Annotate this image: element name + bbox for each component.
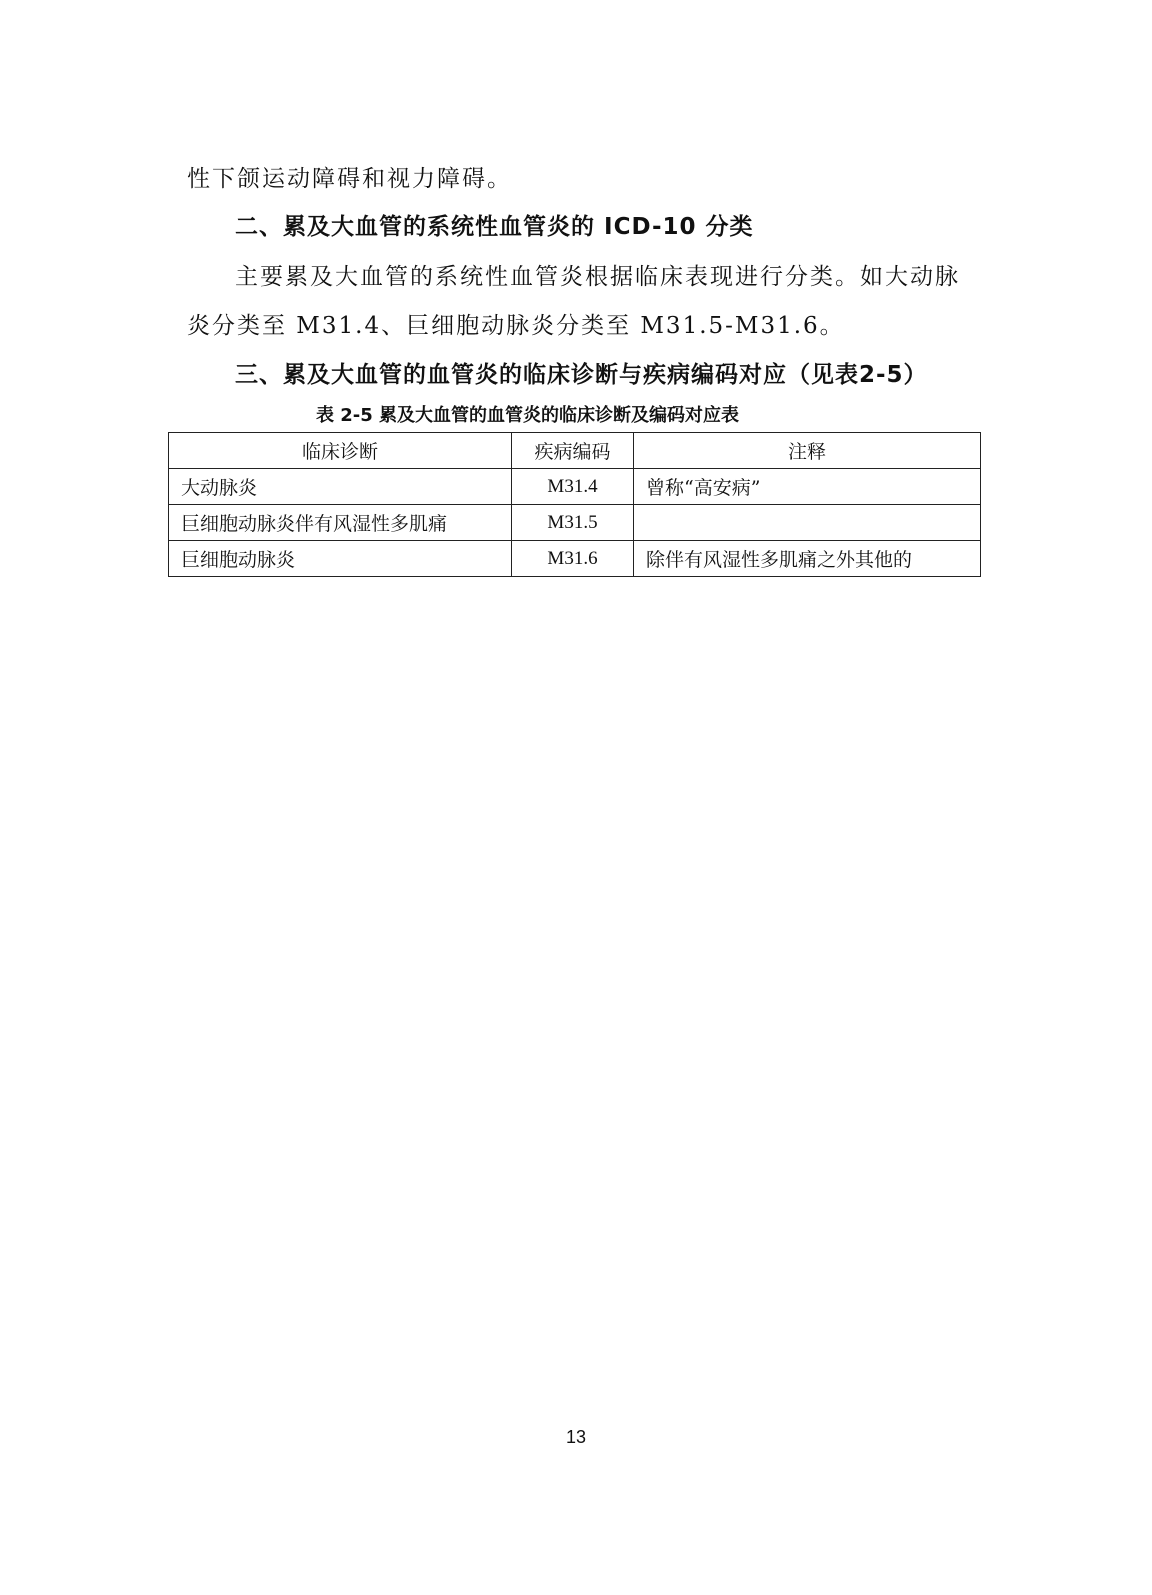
diagnosis-code-table (168, 432, 981, 577)
section-heading: 三、累及大血管的血管炎的临床诊断与疾病编码对应（见表2-5） (235, 362, 928, 388)
note-cell: 除伴有风湿性多肌痛之外其他的 (634, 541, 981, 577)
table-row (169, 541, 981, 577)
diagnosis-cell: 巨细胞动脉炎 (169, 541, 512, 577)
table-header-row (169, 433, 981, 469)
column-header: 临床诊断 (169, 433, 512, 469)
paragraph-line: 性下颌运动障碍和视力障碍。 (187, 166, 512, 192)
table-row (169, 505, 981, 541)
code-cell: M31.6 (512, 541, 634, 577)
note-cell: 曾称“高安病” (634, 469, 981, 505)
column-header: 注释 (634, 433, 981, 469)
page-number: 13 (565, 1427, 587, 1447)
diagnosis-cell: 大动脉炎 (169, 469, 512, 505)
table-row (169, 469, 981, 505)
table-caption: 表 2-5 累及大血管的血管炎的临床诊断及编码对应表 (316, 405, 740, 426)
paragraph-line: 主要累及大血管的系统性血管炎根据临床表现进行分类。如大动脉 (235, 264, 960, 290)
paragraph-line: 炎分类至 M31.4、巨细胞动脉炎分类至 M31.5-M31.6。 (187, 313, 845, 339)
section-heading: 二、累及大血管的系统性血管炎的 ICD-10 分类 (235, 214, 754, 240)
code-cell: M31.5 (512, 505, 634, 541)
column-header: 疾病编码 (512, 433, 634, 469)
note-cell (634, 505, 981, 541)
diagnosis-cell: 巨细胞动脉炎伴有风湿性多肌痛 (169, 505, 512, 541)
code-cell: M31.4 (512, 469, 634, 505)
